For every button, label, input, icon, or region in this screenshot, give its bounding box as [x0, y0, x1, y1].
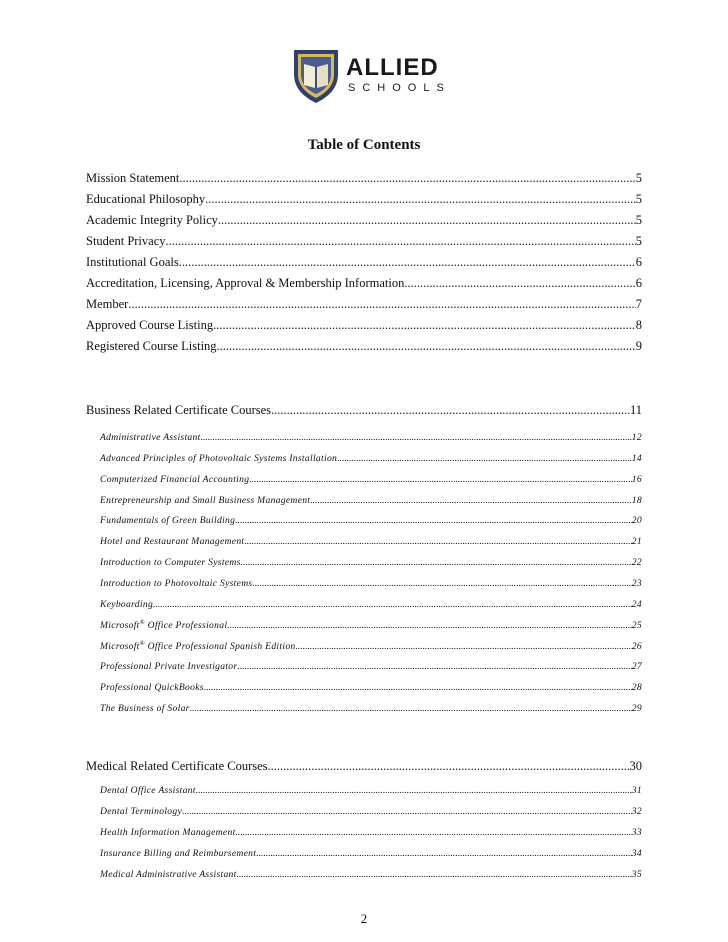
toc-subentry-page: 20	[631, 515, 642, 526]
label-rest: Office Professional Spanish Edition	[144, 641, 296, 653]
toc-subentry[interactable]	[100, 869, 642, 880]
shield-book-icon	[292, 48, 340, 104]
toc-subentry-label: Administrative Assistant	[100, 432, 201, 443]
toc-subentry[interactable]	[100, 474, 642, 485]
toc-subentry-label: Computerized Financial Accounting	[100, 474, 250, 485]
toc-subentry-page: 24	[631, 599, 642, 610]
dot-leader	[128, 297, 635, 312]
toc-entry[interactable]	[86, 171, 642, 186]
toc-section-business[interactable]	[86, 403, 642, 418]
toc-subentry-label: Advanced Principles of Photovoltaic Systems Installation	[100, 453, 338, 464]
toc-entry-page: 5	[635, 234, 642, 248]
toc-section-medical[interactable]	[86, 759, 642, 774]
toc-subentry[interactable]	[100, 619, 642, 631]
toc-subentry-label: Professional Private Investigator	[100, 661, 238, 672]
logo-word-schools: SCHOOLS	[348, 82, 451, 94]
toc-subentry[interactable]	[100, 432, 642, 443]
toc-subentry-page: 29	[631, 703, 642, 714]
toc-subentry-page: 25	[631, 620, 642, 632]
dot-leader	[310, 495, 632, 506]
toc-entry-label: Mission Statement	[86, 171, 180, 185]
toc-subentry-label: Insurance Billing and Reimbursement	[100, 848, 257, 859]
toc-entry-page: 5	[635, 213, 642, 227]
toc-subentry-page: 32	[631, 806, 642, 817]
toc-subentry-label: Dental Office Assistant	[100, 785, 196, 796]
toc-entry[interactable]	[86, 297, 642, 312]
toc-subentry-label: Hotel and Restaurant Management	[100, 536, 245, 547]
toc-entry[interactable]	[86, 234, 642, 249]
dot-leader	[268, 759, 630, 774]
toc-subentry-page: 21	[631, 536, 642, 547]
toc-subentry-page: 12	[631, 432, 642, 443]
toc-subentry-label: Medical Administrative Assistant	[100, 869, 237, 880]
toc-entry-page: 7	[635, 297, 642, 311]
dot-leader	[166, 234, 636, 249]
dot-leader	[153, 599, 632, 610]
dot-leader	[236, 827, 632, 838]
dot-leader	[218, 213, 636, 228]
toc-subentry-page: 28	[631, 682, 642, 693]
registered-mark: ®	[139, 619, 145, 626]
dot-leader	[271, 403, 630, 418]
toc-entry-page: 6	[635, 255, 642, 269]
toc-entry[interactable]	[86, 276, 642, 291]
dot-leader	[204, 682, 632, 693]
dot-leader	[249, 474, 631, 485]
allied-schools-logo	[292, 48, 462, 104]
toc-entry-label: Approved Course Listing	[86, 318, 214, 332]
toc-subentry[interactable]	[100, 495, 642, 506]
dot-leader	[213, 318, 636, 333]
toc-section-label: Business Related Certificate Courses	[86, 403, 272, 417]
toc-entry[interactable]	[86, 213, 642, 228]
dot-leader	[237, 661, 631, 672]
toc-section-page: 11	[629, 403, 642, 417]
toc-subentry-label: Introduction to Photovoltaic Systems	[100, 578, 253, 589]
toc-subentry-page: 22	[631, 557, 642, 568]
brand-name: Microsoft	[100, 641, 140, 653]
toc-subentry-page: 18	[631, 495, 642, 506]
dot-leader	[256, 848, 632, 859]
toc-subentry-page: 26	[631, 641, 642, 653]
label-rest: Office Professional	[144, 620, 228, 632]
dot-leader	[182, 806, 632, 817]
dot-leader	[237, 869, 632, 880]
toc-entry[interactable]	[86, 339, 642, 354]
toc-subentry[interactable]	[100, 640, 642, 652]
toc-entry-label: Educational Philosophy	[86, 192, 206, 206]
toc-entry[interactable]	[86, 192, 642, 207]
toc-subentry[interactable]	[100, 536, 642, 547]
dot-leader	[205, 192, 636, 207]
toc-subentry[interactable]	[100, 599, 642, 610]
toc-subentry[interactable]	[100, 515, 642, 526]
dot-leader	[235, 515, 632, 526]
toc-subentry-label: Health Information Management	[100, 827, 236, 838]
toc-subentry[interactable]	[100, 785, 642, 796]
toc-entry-label: Accreditation, Licensing, Approval & Membership Information	[86, 276, 405, 290]
dot-leader	[217, 339, 636, 354]
registered-mark: ®	[139, 640, 145, 647]
toc-subentry[interactable]	[100, 806, 642, 817]
toc-entry-page: 5	[635, 171, 642, 185]
dot-leader	[244, 536, 631, 547]
toc-subentry-label	[100, 619, 227, 631]
toc-subentry-label: Keyboarding	[100, 599, 154, 610]
toc-entry-page: 5	[635, 192, 642, 206]
toc-entry-page: 6	[635, 276, 642, 290]
toc-subentry-label: The Business of Solar	[100, 703, 190, 714]
dot-leader	[190, 703, 632, 714]
brand-name: Microsoft	[100, 620, 140, 632]
toc-subentry-page: 14	[631, 453, 642, 464]
dot-leader	[179, 255, 636, 270]
dot-leader	[201, 432, 632, 443]
dot-leader	[296, 641, 632, 652]
toc-entry-label: Registered Course Listing	[86, 339, 217, 353]
toc-section-label: Medical Related Certificate Courses	[86, 759, 268, 773]
dot-leader	[252, 578, 631, 589]
toc-subentry[interactable]	[100, 848, 642, 859]
toc-subentry-label: Entrepreneurship and Small Business Management	[100, 495, 311, 506]
toc-entry-label: Student Privacy	[86, 234, 166, 248]
toc-subentry[interactable]	[100, 682, 642, 693]
toc-entry-page: 8	[635, 318, 642, 332]
toc-subentry-page: 33	[631, 827, 642, 838]
toc-subentry[interactable]	[100, 453, 642, 464]
dot-leader	[337, 453, 632, 464]
toc-subentry-page: 35	[631, 869, 642, 880]
toc-subentry-page: 16	[631, 474, 642, 485]
toc-subentry[interactable]	[100, 578, 642, 589]
toc-subentry-page: 34	[631, 848, 642, 859]
toc-entry[interactable]	[86, 318, 642, 333]
toc-subentry-page: 23	[631, 578, 642, 589]
dot-leader	[179, 171, 635, 186]
toc-entry-label: Institutional Goals	[86, 255, 179, 269]
toc-subentry[interactable]	[100, 827, 642, 838]
toc-subentry[interactable]	[100, 557, 642, 568]
dot-leader	[404, 276, 635, 291]
toc-subentry-label: Dental Terminology	[100, 806, 183, 817]
toc-subentry-label	[100, 640, 296, 652]
toc-section-page: 30	[629, 759, 642, 773]
page-title: Table of Contents	[307, 137, 421, 153]
toc-subentry-label: Professional QuickBooks	[100, 682, 204, 693]
toc-entry[interactable]	[86, 255, 642, 270]
toc-entry-label: Member	[86, 297, 129, 311]
page-number: 2	[360, 911, 368, 926]
dot-leader	[196, 785, 632, 796]
toc-subentry[interactable]	[100, 703, 642, 714]
toc-entry-page: 9	[635, 339, 642, 353]
toc-subentry[interactable]	[100, 661, 642, 672]
dot-leader	[227, 620, 632, 631]
dot-leader	[241, 557, 632, 568]
toc-subentry-page: 27	[631, 661, 642, 672]
toc-entry-label: Academic Integrity Policy	[86, 213, 218, 227]
toc-subentry-label: Introduction to Computer Systems	[100, 557, 241, 568]
toc-subentry-page: 31	[631, 785, 642, 796]
toc-subentry-label: Fundamentals of Green Building	[100, 515, 236, 526]
logo-word-allied: ALLIED	[346, 54, 439, 81]
